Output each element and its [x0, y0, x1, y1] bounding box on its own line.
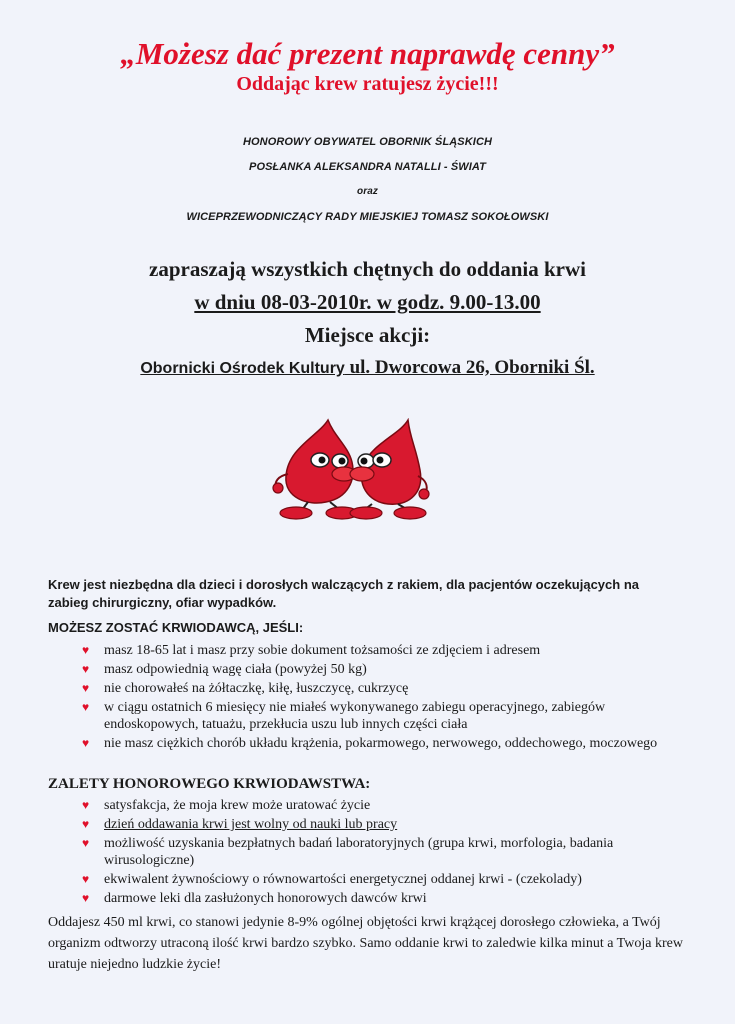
- heart-bullet-icon: ♥: [82, 681, 90, 695]
- venue-address: ul. Dworcowa 26, Oborniki Śl.: [344, 357, 595, 378]
- list-item: ♥ dzień oddawania krwi jest wolny od nauki lub pracy: [82, 817, 398, 832]
- closing-paragraph: Oddajesz 450 ml krwi, co stanowi jedynie 8-9% ogólnej objętości krwi krążącej dorosłego człowieka, a Twój organizm odtworzy utraconą ilość krwi bardzo szybko. Samo oddanie krwi to zaledwie kilka minut a Twoja krew uratuje niejedno ludzkie życie!: [48, 915, 683, 972]
- invitation-text: zapraszają wszystkich chętnych do oddania krwi: [149, 257, 586, 281]
- list-item: ♥ ekwiwalent żywnościowy o równowartości energetycznej oddanej krwi - (czekolady): [82, 872, 582, 887]
- flyer-subtitle: Oddając krew ratujesz życie!!!: [236, 73, 499, 95]
- heart-bullet-icon: ♥: [82, 891, 90, 905]
- sponsor-line-4: WICEPRZEWODNICZĄCY RADY MIEJSKIEJ TOMASZ SOKOŁOWSKI: [186, 211, 549, 223]
- heart-bullet-icon: ♥: [82, 872, 90, 886]
- heart-bullet-icon: ♥: [82, 798, 90, 812]
- heart-bullet-icon: ♥: [82, 700, 90, 714]
- list-item: ♥ nie chorowałeś na żółtaczkę, kiłę, łuszczycę, cukrzycę: [82, 681, 409, 696]
- list-item: ♥ satysfakcja, że moja krew może uratować życie: [82, 798, 371, 813]
- sponsor-line-3: oraz: [357, 186, 378, 197]
- benefits-list: [82, 797, 682, 909]
- blood-drops-mascot-icon: [268, 418, 436, 522]
- intro-paragraph: Krew jest niezbędna dla dzieci i dorosłych walczących z rakiem, dla pacjentów oczekujących na zabieg chirurgiczny, ofiar wypadków.: [48, 577, 639, 610]
- list-item: ♥ możliwość uzyskania bezpłatnych badań laboratoryjnych (grupa krwi, morfologia, badania wirusologiczne): [82, 836, 614, 868]
- venue-name: Obornicki Ośrodek Kultury: [140, 360, 345, 377]
- heart-bullet-icon: ♥: [82, 643, 90, 657]
- list-item: ♥ masz 18-65 lat i masz przy sobie dokument tożsamości ze zdjęciem i adresem: [82, 643, 541, 658]
- heart-bullet-icon: ♥: [82, 817, 90, 831]
- list-item: ♥ masz odpowiednią wagę ciała (powyżej 50 kg): [82, 662, 367, 677]
- benefits-heading: ZALETY HONOROWEGO KRWIODAWSTWA:: [48, 776, 371, 792]
- flyer-title: „Możesz dać prezent naprawdę cenny”: [120, 36, 615, 71]
- requirements-list: [82, 642, 682, 754]
- event-date: w dniu 08-03-2010r. w godz. 9.00-13.00: [194, 290, 541, 314]
- sponsor-line-1: HONOROWY OBYWATEL OBORNIK ŚLĄSKICH: [242, 136, 493, 148]
- list-item: ♥ nie masz ciężkich chorób układu krążenia, pokarmowego, nerwowego, oddechowego, moczowego: [82, 736, 658, 751]
- heart-bullet-icon: ♥: [82, 736, 90, 750]
- requirements-heading: MOŻESZ ZOSTAĆ KRWIODAWCĄ, JEŚLI:: [48, 620, 304, 635]
- heart-bullet-icon: ♥: [82, 836, 90, 850]
- list-item: ♥ darmowe leki dla zasłużonych honorowych dawców krwi: [82, 891, 427, 906]
- sponsor-line-2: POSŁANKA ALEKSANDRA NATALLI - ŚWIAT: [249, 161, 486, 173]
- list-item: ♥ w ciągu ostatnich 6 miesięcy nie miałeś wykonywanego zabiegu operacyjnego, zabiegów endoskopowych, tatuażu, przekłucia uszu lub innych części ciała: [82, 700, 606, 732]
- heart-bullet-icon: ♥: [82, 662, 90, 676]
- place-label: Miejsce akcji:: [304, 323, 431, 347]
- venue: [0, 357, 735, 379]
